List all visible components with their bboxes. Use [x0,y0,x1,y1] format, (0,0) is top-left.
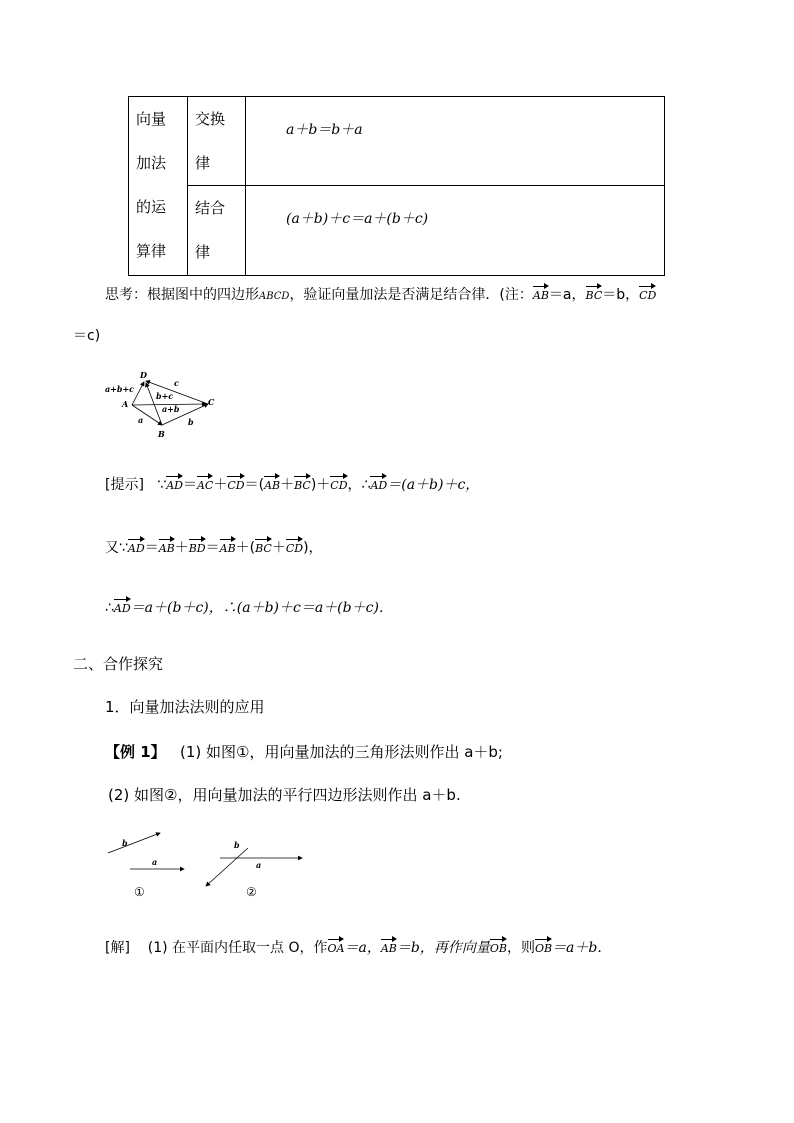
associative-label-2: 律 [195,243,211,261]
commutative-label-1: 交换 [195,110,226,128]
section-heading: 二、合作探究 [73,655,164,673]
fig2-label-a: a [256,860,262,870]
vector-cd: CD [286,538,303,555]
vector-oa: OA [328,938,345,955]
associative-formula: (a＋b)＋c＝a＋(b＋c) [286,211,429,227]
hint-because: ∵ [157,477,167,493]
hint-text: ＝ [144,540,159,556]
hint-text: )＋ [310,477,331,493]
category-line-3: 的运 [136,198,167,216]
hint-tag: [提示] [105,477,144,493]
think-prefix: 思考：根据图中的四边形 [105,287,259,303]
commutative-formula: a＋b＝b＋a [286,122,363,138]
label-b-point: B [158,429,165,439]
vector-ad: AD [166,475,183,492]
example-line-1 [105,741,503,762]
fig1-label-b: b [122,838,128,848]
vector-ad: AD [114,598,131,615]
label-a-point: A [122,399,129,409]
label-abc: a+b+c [105,384,135,394]
vector-ab: AB [264,475,280,492]
think-eq-b: ＝b， [602,287,640,303]
vector-ab: AB [220,538,236,555]
fig1-number: ① [134,885,145,899]
associative-label-1: 结合 [195,199,226,217]
vector-bd: BD [189,538,206,555]
label-d: D [140,370,147,380]
vector-bc: BC [255,538,272,555]
solution-line [105,937,602,957]
hint-text: ＋ [280,477,295,493]
solution-result: ＝a＋b. [552,940,602,956]
hint-text: 又∵ [105,540,128,556]
hint-result: ＝(a＋b)＋c， [387,477,480,493]
example-tag: 【例 1】 [105,743,166,761]
vector-ab: AB [381,938,397,955]
solution-text: (1) 在平面内任取一点 O，作 [147,940,328,956]
label-ab-sum: a+b [162,404,180,414]
commutative-label-2: 律 [195,154,211,172]
solution-text: ＝a， [344,940,381,956]
vector-cd: CD [227,475,244,492]
hint-line-3 [105,597,393,617]
category-line-4: 算律 [136,242,167,260]
vector-ad: AD [370,475,387,492]
hint-text: ＝ [182,477,197,493]
hint-text: ，∴ [347,477,371,493]
label-b-vec: b [188,417,194,427]
hint-text: ＝ [205,540,220,556]
hint-text: ＋( [235,540,256,556]
hint-text: ＋ [271,540,286,556]
hint-text: ＋ [174,540,189,556]
vector-ab: AB [533,285,549,302]
fig2-number: ② [246,885,257,899]
hint-therefore: ∴ [105,600,114,616]
example-part-1: (1) 如图①，用向量加法的三角形法则作出 a＋b; [179,743,503,761]
vector-cd: CD [330,475,347,492]
hint-text: )， [303,540,323,556]
vector-bc: BC [294,475,311,492]
solution-text: ，则 [506,940,535,956]
associative-formula-cell [246,186,665,276]
vector-cd: CD [639,285,656,302]
solution-tag: [解] [105,940,130,956]
category-line-1: 向量 [136,110,167,128]
vector-ac: AC [197,475,213,492]
hint-conclusion: ＝a＋(b＋c)，∴(a＋b)＋c＝a＋(b＋c)． [130,600,393,616]
subsection-heading: 1．向量加法法则的应用 [105,698,265,716]
vector-ob: OB [490,938,507,955]
solution-text: ＝b，再作向量 [396,940,490,956]
hint-line-2 [105,537,323,557]
label-a-vec: a [138,415,144,425]
law-category-cell [129,97,188,276]
think-eq-a: ＝a， [548,287,586,303]
vector-ad: AD [128,538,145,555]
example-vectors-figure [100,826,320,901]
vector-ob: OB [535,938,552,955]
quadrilateral-abcd-figure [100,368,230,443]
fig2-vector-b [206,848,248,886]
commutative-label-cell [188,97,246,186]
label-c-point: C [208,397,215,407]
example-part-2: (2) 如图②，用向量加法的平行四边形法则作出 a＋b. [108,786,461,804]
hint-text: ＋ [213,477,228,493]
vector-a-line [132,405,162,425]
associative-label-cell [188,186,246,276]
hint-text: ＝( [244,477,265,493]
vector-bc-sum-line [146,383,162,425]
fig1-label-a: a [152,857,158,867]
quad-name: ABCD [259,291,290,302]
label-bc: b+c [156,391,174,401]
vector-ab: AB [159,538,175,555]
fig2-label-b: b [234,840,240,850]
label-c-vec: c [174,378,179,388]
hint-line-1 [105,474,479,494]
category-line-2: 加法 [136,154,167,172]
vector-bc: BC [586,285,603,302]
commutative-formula-cell [246,97,665,186]
addition-laws-table [128,96,665,276]
think-paragraph-line-1 [105,284,656,304]
think-line-2: ＝c) [73,328,101,344]
think-mid: ，验证向量加法是否满足结合律．(注： [289,287,533,303]
fig1-vector-b [108,833,160,853]
